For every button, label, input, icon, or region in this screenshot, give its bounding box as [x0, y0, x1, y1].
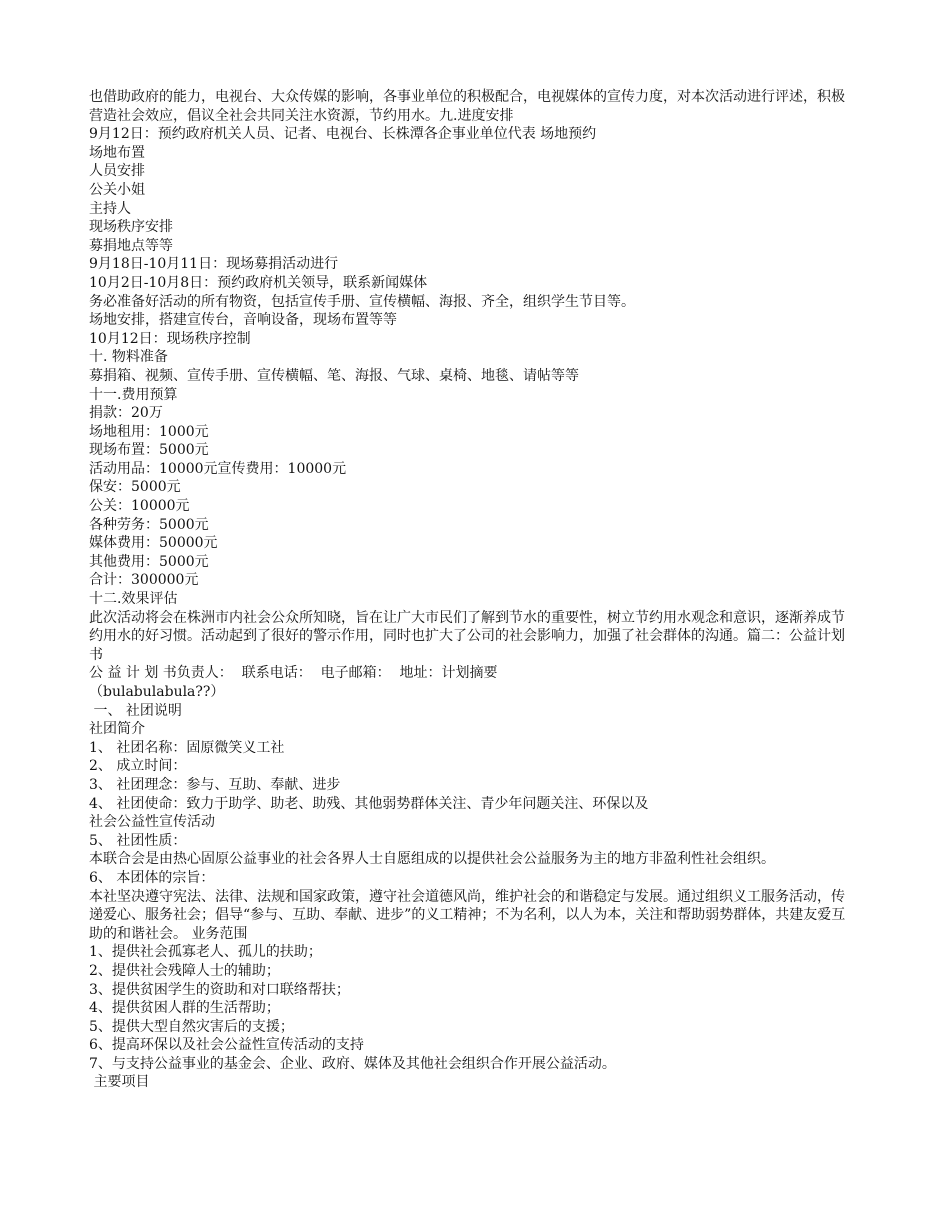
budget-total: 合计：300000元	[89, 572, 199, 589]
schedule-item: 主持人	[89, 200, 131, 217]
section-heading: 十一.费用预算	[89, 386, 178, 403]
schedule-item: 人员安排	[89, 163, 145, 180]
club-info-item: 2、 成立时间：	[89, 758, 187, 775]
schedule-note: 务必准备好活动的所有物资，包括宣传手册、宣传横幅、海报、齐全，组织学生节目等。	[89, 293, 635, 310]
budget-item: 媒体费用：50000元	[89, 535, 218, 552]
budget-item: 其他费用：5000元	[89, 553, 209, 570]
club-info-item: 3、 社团理念：参与、互助、奉献、进步	[89, 776, 341, 793]
schedule-oct-12: 10月12日：现场秩序控制	[89, 330, 251, 347]
section-heading: 十二.效果评估	[89, 591, 178, 608]
business-scope-item: 7、与支持公益事业的基金会、企业、政府、媒体及其他社会组织合作开展公益活动。	[89, 1055, 616, 1072]
plan-summary-placeholder: （bulabulabula??）	[89, 684, 225, 700]
schedule-oct-2: 10月2日-10月8日：预约政府机关领导，联系新闻媒体	[89, 274, 428, 291]
budget-item: 各种劳务：5000元	[89, 516, 209, 533]
budget-item: 保安：5000元	[89, 479, 181, 496]
club-info-item: 社会公益性宣传活动	[89, 814, 215, 831]
paragraph-evaluation: 此次活动将会在株洲市内社会公众所知晓，旨在让广大市民们了解到节水的重要性，树立节约用水观念和意识，逐渐养成节约用水的好习惯。活动起到了很好的警示作用，同时也扩大了公司的社会影响力，加强了社会群体的沟通。篇二：公益计划书	[89, 609, 845, 663]
business-scope-item: 4、提供贫困人群的生活帮助；	[89, 1000, 280, 1017]
budget-item: 捐款：20万	[89, 405, 163, 422]
materials-list: 募捐箱、视频、宣传手册、宣传横幅、笔、海报、气球、桌椅、地毯、请帖等等	[89, 367, 579, 384]
business-scope-item: 5、提供大型自然灾害后的支援；	[89, 1018, 294, 1035]
plan-header: 公 益 计 划 书负责人： 联系电话： 电子邮箱： 地址：计划摘要	[89, 665, 498, 682]
schedule-item: 公关小姐	[89, 181, 145, 198]
paragraph-nature: 本联合会是由热心固原公益事业的社会各界人士自愿组成的以提供社会公益服务为主的地方非盈利性社会组织。	[89, 851, 775, 868]
club-info-item: 6、 本团体的宗旨：	[89, 869, 215, 886]
club-info-item: 1、 社团名称：固原微笑义工社	[89, 739, 285, 756]
document-body	[89, 88, 853, 1092]
schedule-note: 场地安排，搭建宣传台，音响设备，现场布置等等	[89, 312, 397, 329]
schedule-sep-18: 9月18日-10月11日：现场募捐活动进行	[89, 256, 339, 273]
section-heading: 十. 物料准备	[89, 349, 168, 366]
section-heading: 一、 社团说明	[89, 702, 182, 719]
schedule-item: 现场秩序安排	[89, 219, 173, 236]
budget-item: 场地租用：1000元	[89, 423, 209, 440]
subsection-heading: 社团简介	[89, 721, 145, 738]
paragraph-intro: 也借助政府的能力，电视台、大众传媒的影响，各事业单位的积极配合，电视媒体的宣传力度，对本次活动进行评述，积极营造社会效应，倡议全社会共同关注水资源，节约用水。九.进度安排	[89, 89, 845, 124]
club-info-item: 5、 社团性质：	[89, 832, 187, 849]
club-info-item: 4、 社团使命：致力于助学、助老、助残、其他弱势群体关注、青少年问题关注、环保以及	[89, 795, 649, 812]
paragraph-purpose: 本社坚决遵守宪法、法律、法规和国家政策，遵守社会道德风尚，维护社会的和谐稳定与发展。通过组织义工服务活动，传递爱心、服务社会；倡导“参与、互助、奉献、进步”的义工精神；不为名利，以人为本，关注和帮助弱势群体，共建友爱互助的和谐社会。 业务范围	[89, 888, 846, 942]
subsection-heading: 主要项目	[89, 1074, 150, 1091]
business-scope-item: 1、提供社会孤寡老人、孤儿的扶助；	[89, 944, 322, 961]
budget-item: 现场布置：5000元	[89, 442, 209, 459]
budget-item: 公关：10000元	[89, 498, 190, 515]
business-scope-item: 6、提高环保以及社会公益性宣传活动的支持	[89, 1037, 364, 1054]
schedule-item: 场地布置	[89, 144, 145, 161]
schedule-item: 募捐地点等等	[89, 237, 173, 254]
budget-item: 活动用品：10000元宣传费用：10000元	[89, 460, 347, 477]
schedule-sep-12: 9月12日：预约政府机关人员、记者、电视台、长株潭各企事业单位代表 场地预约	[89, 126, 597, 143]
business-scope-item: 2、提供社会残障人士的辅助；	[89, 962, 280, 979]
business-scope-item: 3、提供贫困学生的资助和对口联络帮扶；	[89, 981, 350, 998]
